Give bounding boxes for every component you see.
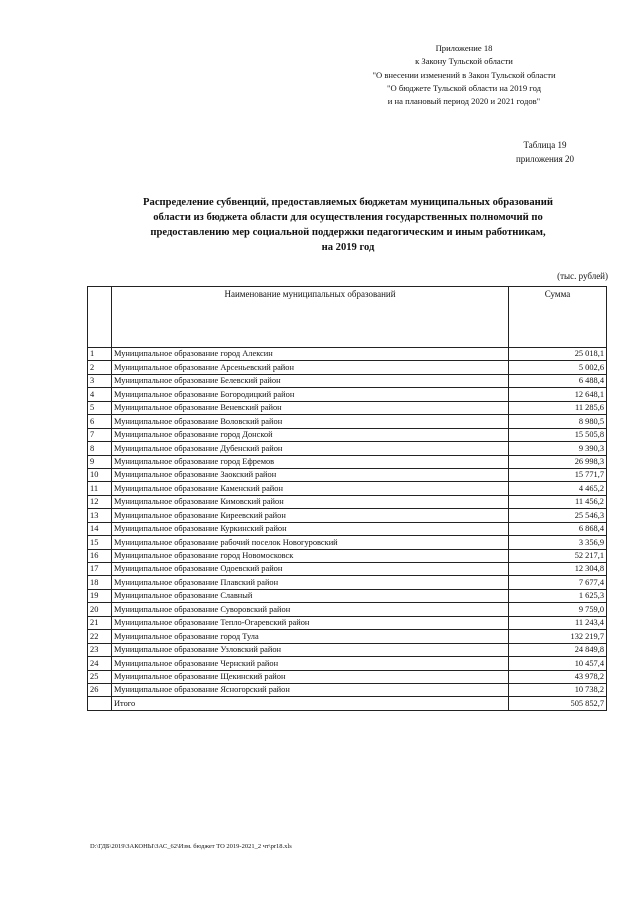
table-row bbox=[88, 589, 607, 602]
title-line: на 2019 год bbox=[321, 242, 375, 253]
row-number: 17 bbox=[88, 563, 112, 576]
row-sum: 24 849,8 bbox=[509, 643, 607, 656]
row-name: Муниципальное образование Одоевский район bbox=[112, 563, 509, 576]
row-number: 20 bbox=[88, 603, 112, 616]
appendix-header bbox=[340, 42, 588, 108]
units-label: (тыс. рублей) bbox=[557, 271, 608, 281]
title-line: предоставлению мер социальной поддержки педагогическим и иным работникам, bbox=[150, 227, 546, 238]
row-name: Муниципальное образование город Новомосковск bbox=[112, 549, 509, 562]
table-row bbox=[88, 576, 607, 589]
row-sum: 6 868,4 bbox=[509, 522, 607, 535]
row-name: Муниципальное образование город Алексин bbox=[112, 348, 509, 361]
row-number: 16 bbox=[88, 549, 112, 562]
row-sum: 15 771,7 bbox=[509, 468, 607, 481]
document-title bbox=[92, 195, 604, 255]
table-row bbox=[88, 522, 607, 535]
row-number: 23 bbox=[88, 643, 112, 656]
table-row bbox=[88, 616, 607, 629]
row-number: 6 bbox=[88, 415, 112, 428]
title-line: области из бюджета области для осуществления государственных полномочий по bbox=[153, 212, 543, 223]
row-name: Муниципальное образование Веневский район bbox=[112, 401, 509, 414]
table-row bbox=[88, 348, 607, 361]
header-name: Наименование муниципальных образований bbox=[112, 287, 509, 348]
table-header-row bbox=[88, 287, 607, 348]
row-name: Муниципальное образование город Ефремов bbox=[112, 455, 509, 468]
table-row bbox=[88, 563, 607, 576]
row-sum: 25 018,1 bbox=[509, 348, 607, 361]
row-name: Муниципальное образование Чернский район bbox=[112, 657, 509, 670]
table-row bbox=[88, 657, 607, 670]
row-name: Муниципальное образование город Донской bbox=[112, 428, 509, 441]
row-name: Муниципальное образование Каменский район bbox=[112, 482, 509, 495]
row-sum: 11 456,2 bbox=[509, 495, 607, 508]
row-name: Муниципальное образование Дубенский район bbox=[112, 442, 509, 455]
row-name: Муниципальное образование Ясногорский район bbox=[112, 683, 509, 696]
row-sum: 7 677,4 bbox=[509, 576, 607, 589]
row-sum: 10 457,4 bbox=[509, 657, 607, 670]
row-sum: 8 980,5 bbox=[509, 415, 607, 428]
table-row bbox=[88, 495, 607, 508]
table-row bbox=[88, 468, 607, 481]
row-number: 10 bbox=[88, 468, 112, 481]
row-number: 7 bbox=[88, 428, 112, 441]
appendix-line: "О внесении изменений в Закон Тульской области bbox=[372, 69, 556, 80]
table-row bbox=[88, 455, 607, 468]
table-row bbox=[88, 374, 607, 387]
row-sum: 12 648,1 bbox=[509, 388, 607, 401]
table-row bbox=[88, 509, 607, 522]
row-number: 21 bbox=[88, 616, 112, 629]
row-number: 26 bbox=[88, 683, 112, 696]
row-sum: 15 505,8 bbox=[509, 428, 607, 441]
header-num bbox=[88, 287, 112, 348]
row-name: Муниципальное образование Куркинский район bbox=[112, 522, 509, 535]
row-name: Муниципальное образование город Тула bbox=[112, 630, 509, 643]
row-name: Муниципальное образование Узловский район bbox=[112, 643, 509, 656]
row-sum: 43 978,2 bbox=[509, 670, 607, 683]
row-sum: 11 243,4 bbox=[509, 616, 607, 629]
appendix-line: Приложение 18 bbox=[435, 43, 493, 53]
row-number: 8 bbox=[88, 442, 112, 455]
row-name: Муниципальное образование рабочий поселок Новогуровский bbox=[112, 536, 509, 549]
table-row bbox=[88, 482, 607, 495]
row-number: 12 bbox=[88, 495, 112, 508]
table-row bbox=[88, 643, 607, 656]
row-number: 24 bbox=[88, 657, 112, 670]
table-reference bbox=[480, 139, 610, 166]
table-row bbox=[88, 670, 607, 683]
table-row bbox=[88, 401, 607, 414]
row-number: 13 bbox=[88, 509, 112, 522]
row-number: 1 bbox=[88, 348, 112, 361]
row-sum: 3 356,9 bbox=[509, 536, 607, 549]
title-line: Распределение субвенций, предоставляемых бюджетам муниципальных образований bbox=[143, 197, 553, 208]
row-name: Муниципальное образование Славный bbox=[112, 589, 509, 602]
row-number: 18 bbox=[88, 576, 112, 589]
total-sum: 505 852,7 bbox=[509, 697, 607, 710]
table-ref-line1: Таблица 19 bbox=[523, 140, 567, 150]
row-name: Муниципальное образование Плавский район bbox=[112, 576, 509, 589]
row-sum: 5 002,6 bbox=[509, 361, 607, 374]
table-row bbox=[88, 415, 607, 428]
row-number: 25 bbox=[88, 670, 112, 683]
appendix-line: "О бюджете Тульской области на 2019 год bbox=[387, 82, 541, 93]
row-name: Муниципальное образование Тепло-Огаревский район bbox=[112, 616, 509, 629]
row-sum: 132 219,7 bbox=[509, 630, 607, 643]
row-name: Муниципальное образование Воловский район bbox=[112, 415, 509, 428]
table-row bbox=[88, 549, 607, 562]
total-label: Итого bbox=[112, 697, 509, 710]
row-number: 19 bbox=[88, 589, 112, 602]
row-number: 14 bbox=[88, 522, 112, 535]
appendix-line: и на плановый период 2020 и 2021 годов" bbox=[387, 96, 541, 107]
table-row bbox=[88, 388, 607, 401]
row-sum: 10 738,2 bbox=[509, 683, 607, 696]
row-name: Муниципальное образование Заокский район bbox=[112, 468, 509, 481]
row-number: 5 bbox=[88, 401, 112, 414]
row-name: Муниципальное образование Арсеньевский район bbox=[112, 361, 509, 374]
row-number: 9 bbox=[88, 455, 112, 468]
header-sum: Сумма bbox=[509, 287, 607, 348]
row-number: 11 bbox=[88, 482, 112, 495]
row-sum: 12 304,8 bbox=[509, 563, 607, 576]
row-name: Муниципальное образование Киреевский район bbox=[112, 509, 509, 522]
table-row bbox=[88, 603, 607, 616]
table-row bbox=[88, 536, 607, 549]
row-sum: 25 546,3 bbox=[509, 509, 607, 522]
row-name: Муниципальное образование Суворовский район bbox=[112, 603, 509, 616]
row-number: 3 bbox=[88, 374, 112, 387]
row-number: 15 bbox=[88, 536, 112, 549]
row-number: 22 bbox=[88, 630, 112, 643]
row-sum: 9 759,0 bbox=[509, 603, 607, 616]
row-sum: 9 390,3 bbox=[509, 442, 607, 455]
row-number: 2 bbox=[88, 361, 112, 374]
table-body bbox=[88, 348, 607, 711]
table-row bbox=[88, 683, 607, 696]
row-name: Муниципальное образование Белевский район bbox=[112, 374, 509, 387]
row-sum: 26 998,3 bbox=[509, 455, 607, 468]
subventions-table bbox=[87, 286, 607, 711]
row-sum: 4 465,2 bbox=[509, 482, 607, 495]
total-number-cell bbox=[88, 697, 112, 710]
table-row bbox=[88, 428, 607, 441]
appendix-line: к Закону Тульской области bbox=[415, 56, 513, 67]
row-name: Муниципальное образование Щекинский район bbox=[112, 670, 509, 683]
row-sum: 52 217,1 bbox=[509, 549, 607, 562]
row-sum: 11 285,6 bbox=[509, 401, 607, 414]
row-name: Муниципальное образование Кимовский район bbox=[112, 495, 509, 508]
file-path-footer: D:\ГДБ\2019\ЗАКОНЫ\ЗАС_62\Изм. бюджет ТО 2019-2021_2 чт\pr18.xls bbox=[90, 843, 292, 850]
row-number: 4 bbox=[88, 388, 112, 401]
table-row bbox=[88, 442, 607, 455]
row-sum: 6 488,4 bbox=[509, 374, 607, 387]
table-row bbox=[88, 630, 607, 643]
total-row bbox=[88, 697, 607, 710]
table-row bbox=[88, 361, 607, 374]
table-ref-line2: приложения 20 bbox=[515, 153, 575, 164]
row-sum: 1 625,3 bbox=[509, 589, 607, 602]
row-name: Муниципальное образование Богородицкий район bbox=[112, 388, 509, 401]
